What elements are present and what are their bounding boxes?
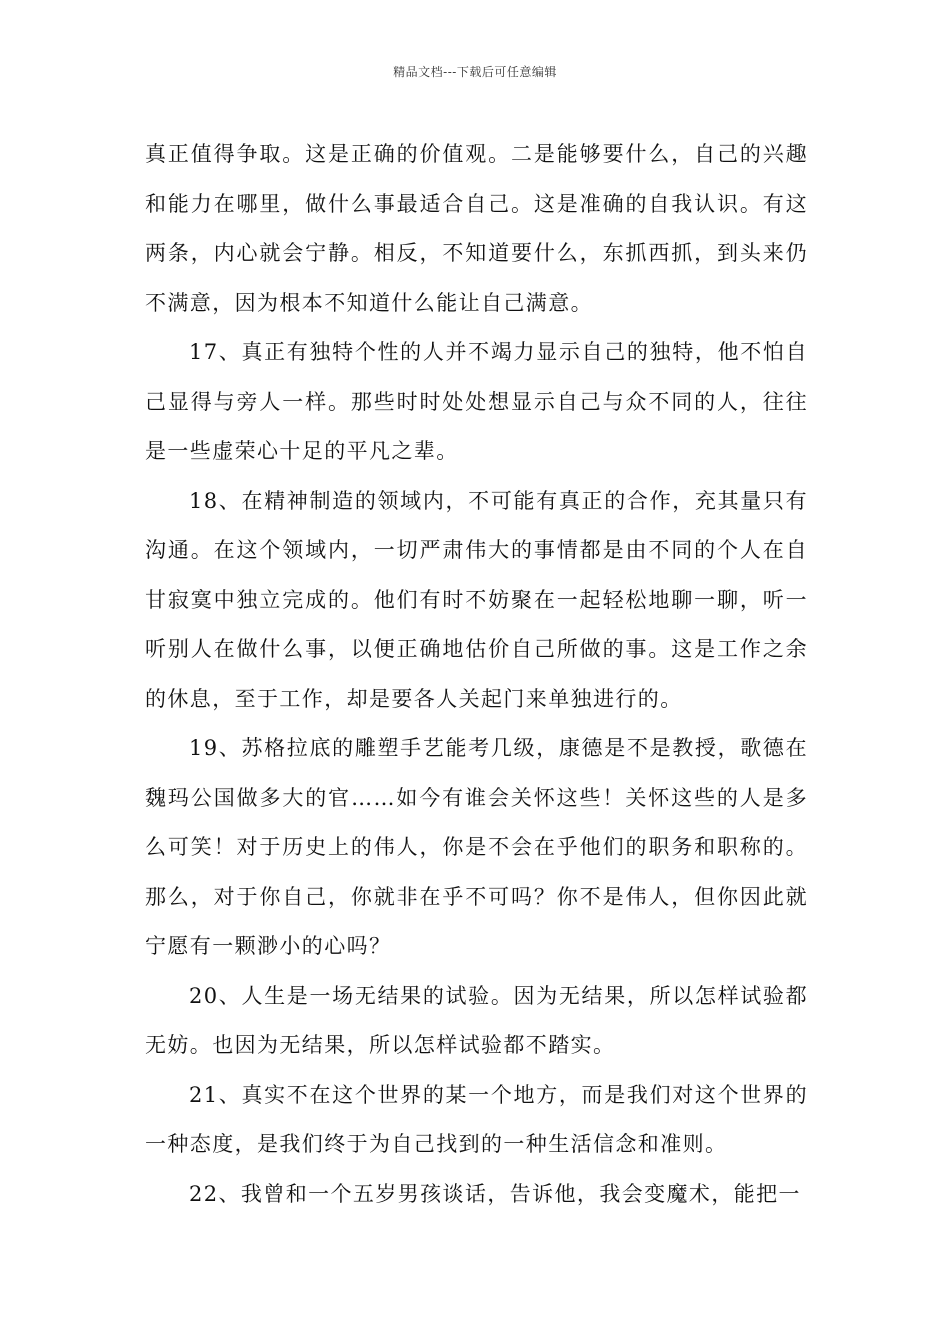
paragraph-19: 19、苏格拉底的雕塑手艺能考几级，康德是不是教授，歌德在魏玛公国做多大的官……如今有谁会关怀这些！关怀这些的人是多么可笑！对于历史上的伟人，你是不会在乎他们的职务和职称的。那么，对于你自己，你就非在乎不可吗？你不是伟人，但你因此就宁愿有一颗渺小的心吗？ [145, 736, 808, 958]
document-body [145, 130, 808, 1219]
paragraph-continuation: 真正值得争取。这是正确的价值观。二是能够要什么，自己的兴趣和能力在哪里，做什么事最适合自己。这是准确的自我认识。有这两条，内心就会宁静。相反，不知道要什么，东抓西抓，到头来仍不满意，因为根本不知道什么能让自己满意。 [145, 142, 808, 315]
paragraph-21: 21、真实不在这个世界的某一个地方，而是我们对这个世界的一种态度，是我们终于为自己找到的一种生活信念和准则。 [145, 1082, 808, 1156]
paragraph-22: 22、我曾和一个五岁男孩谈话，告诉他，我会变魔术，能把一 [189, 1181, 801, 1206]
paragraph-18: 18、在精神制造的领域内，不可能有真正的合作，充其量只有沟通。在这个领域内，一切严肃伟大的事情都是由不同的个人在自甘寂寞中独立完成的。他们有时不妨聚在一起轻松地聊一聊，听一听别人在做什么事，以便正确地估价自己所做的事。这是工作之余的休息，至于工作，却是要各人关起门来单独进行的。 [145, 488, 808, 711]
paragraph-20: 20、人生是一场无结果的试验。因为无结果，所以怎样试验都无妨。也因为无结果，所以怎样试验都不踏实。 [145, 983, 808, 1057]
paragraph-17: 17、真正有独特个性的人并不竭力显示自己的独特，他不怕自己显得与旁人一样。那些时时处处想显示自己与众不同的人，往往是一些虚荣心十足的平凡之辈。 [145, 340, 808, 463]
page-header: 精品文档---下载后可任意编辑 [393, 65, 557, 79]
